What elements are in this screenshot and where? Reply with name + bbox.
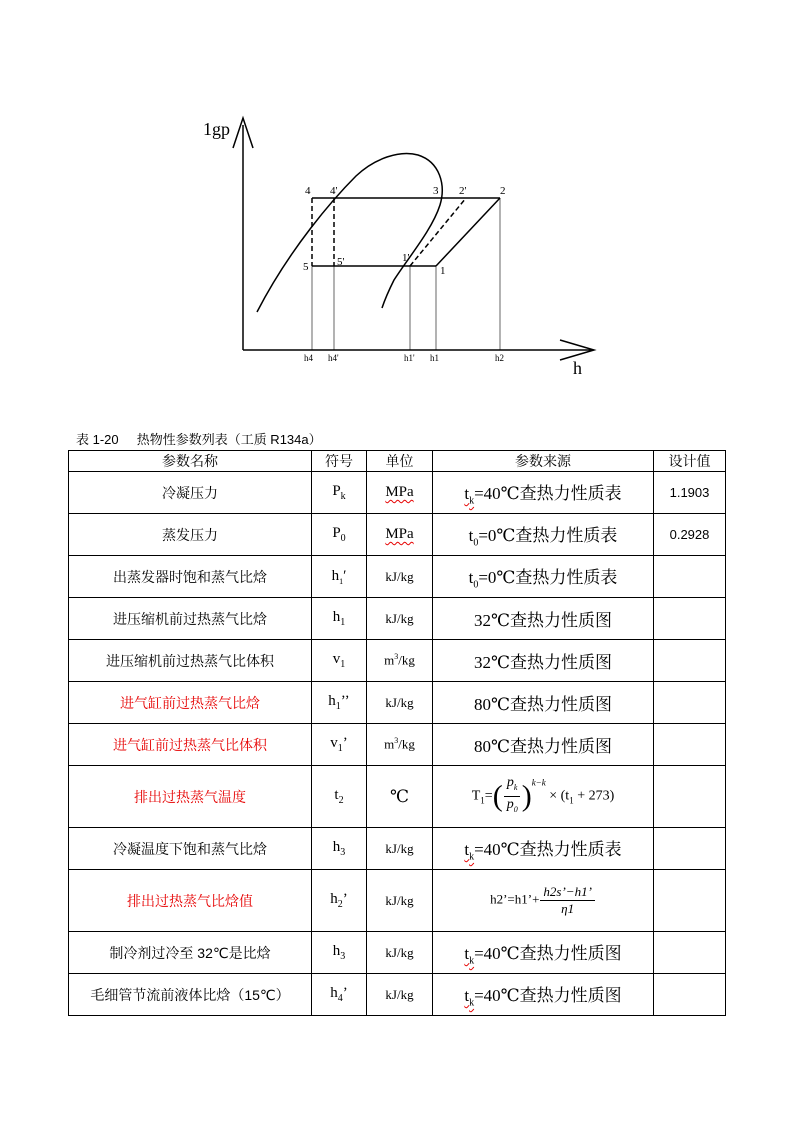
param-unit: kJ/kg xyxy=(367,556,433,598)
param-name: 进压缩机前过热蒸气比体积 xyxy=(69,640,312,682)
param-symbol: $P_0$ xyxy=(312,514,367,556)
param-symbol: $h_2$’ xyxy=(312,870,367,932)
param-symbol: $h_1$’’ xyxy=(312,682,367,724)
param-source: $t_k=40℃$查热力性质图 xyxy=(433,932,654,974)
x-axis-label: h xyxy=(573,358,582,378)
param-value xyxy=(654,598,726,640)
table-row xyxy=(69,932,726,974)
header-name: 参数名称 xyxy=(69,451,312,472)
table-row xyxy=(69,766,726,828)
table-row xyxy=(69,514,726,556)
param-value xyxy=(654,870,726,932)
param-unit: MPa xyxy=(367,472,433,514)
table-row xyxy=(69,472,726,514)
header-unit: 单位 xyxy=(367,451,433,472)
param-symbol: $P_k$ xyxy=(312,472,367,514)
y-axis-label: 1gp xyxy=(203,119,230,139)
table-header-row xyxy=(69,451,726,472)
point-label-2: 2 xyxy=(500,185,506,197)
param-unit: kJ/kg xyxy=(367,598,433,640)
h-tick-h1p: h1' xyxy=(404,353,415,363)
h-tick-h4: h4 xyxy=(304,353,313,363)
point-label-3: 3 xyxy=(433,185,439,197)
param-name: 蒸发压力 xyxy=(69,514,312,556)
param-symbol: $h_4$’ xyxy=(312,974,367,1016)
table-row xyxy=(69,682,726,724)
lgp-h-diagram xyxy=(0,0,793,420)
table-row xyxy=(69,870,726,932)
param-value xyxy=(654,974,726,1016)
param-value xyxy=(654,682,726,724)
param-value xyxy=(654,640,726,682)
point-label-4p: 4' xyxy=(330,185,338,197)
h-tick-h2: h2 xyxy=(495,353,504,363)
point-label-4: 4 xyxy=(305,185,311,197)
param-name: 冷凝压力 xyxy=(69,472,312,514)
param-unit: kJ/kg xyxy=(367,932,433,974)
param-unit: kJ/kg xyxy=(367,974,433,1016)
compression-line-dashed xyxy=(410,198,466,266)
param-name: 出蒸发器时饱和蒸气比焓 xyxy=(69,556,312,598)
formula-t1: $T_1=$( $\frac{p_k}{p_0}$ )$^{k-k} \times (t_1 + 273)$ xyxy=(471,775,615,814)
param-source: 80℃查热力性质图 xyxy=(433,724,654,766)
param-symbol: $v_1$’ xyxy=(312,724,367,766)
param-symbol: $t_2$ xyxy=(312,766,367,828)
table-caption: 表 1-20 热物性参数列表（工质 R134a） xyxy=(76,432,322,447)
point-label-2p: 2' xyxy=(459,185,467,197)
param-unit: kJ/kg xyxy=(367,682,433,724)
param-name: 排出过热蒸气温度 xyxy=(69,766,312,828)
param-name: 进气缸前过热蒸气比体积 xyxy=(69,724,312,766)
point-label-1: 1 xyxy=(440,265,446,277)
param-value xyxy=(654,932,726,974)
saturation-dome xyxy=(257,154,442,312)
param-name: 毛细管节流前液体比焓（15℃） xyxy=(69,974,312,1016)
table-row xyxy=(69,974,726,1016)
param-source: 80℃查热力性质图 xyxy=(433,682,654,724)
table-row xyxy=(69,640,726,682)
param-symbol: $h_1$ xyxy=(312,598,367,640)
param-name: 排出过热蒸气比焓值 xyxy=(69,870,312,932)
table-row xyxy=(69,828,726,870)
point-label-5p: 5' xyxy=(337,256,345,268)
param-value xyxy=(654,556,726,598)
header-symbol: 符号 xyxy=(312,451,367,472)
param-name: 进压缩机前过热蒸气比焓 xyxy=(69,598,312,640)
param-value: 0.2928 xyxy=(654,514,726,556)
param-name: 制冷剂过冷至 32℃是比焓 xyxy=(69,932,312,974)
formula-h2: h2’=h1’+ $\frac{h2s’-h1’}{\eta 1}$ xyxy=(490,884,596,917)
h-tick-h1: h1 xyxy=(430,353,439,363)
point-label-1p: 1' xyxy=(402,252,410,264)
param-value xyxy=(654,828,726,870)
param-unit: kJ/kg xyxy=(367,870,433,932)
param-source xyxy=(433,766,654,828)
header-source: 参数来源 xyxy=(433,451,654,472)
param-source: $t_k=40℃$查热力性质表 xyxy=(433,828,654,870)
thermo-parameter-table xyxy=(68,450,726,1016)
param-symbol: $h_3$ xyxy=(312,828,367,870)
h-drop-lines xyxy=(312,198,500,350)
param-source: $t_0=0℃$查热力性质表 xyxy=(433,556,654,598)
param-unit: $m^3/kg$ xyxy=(367,724,433,766)
param-symbol: $h_1'$ xyxy=(312,556,367,598)
param-source: $t_k=40℃$查热力性质表 xyxy=(433,472,654,514)
table-row xyxy=(69,724,726,766)
table-row xyxy=(69,556,726,598)
param-symbol: $h_3$ xyxy=(312,932,367,974)
param-source xyxy=(433,870,654,932)
param-name: 进气缸前过热蒸气比焓 xyxy=(69,682,312,724)
param-source: $t_k=40℃$查热力性质图 xyxy=(433,974,654,1016)
h-tick-h4p: h4' xyxy=(328,353,339,363)
param-source: 32℃查热力性质图 xyxy=(433,640,654,682)
param-value: 1.1903 xyxy=(654,472,726,514)
param-source: 32℃查热力性质图 xyxy=(433,598,654,640)
param-unit: ℃ xyxy=(367,766,433,828)
table-row xyxy=(69,598,726,640)
param-value xyxy=(654,724,726,766)
param-unit: MPa xyxy=(367,514,433,556)
point-label-5: 5 xyxy=(303,261,309,273)
header-value: 设计值 xyxy=(654,451,726,472)
compression-line xyxy=(436,198,500,266)
param-unit: $m^3/kg$ xyxy=(367,640,433,682)
param-name: 冷凝温度下饱和蒸气比焓 xyxy=(69,828,312,870)
param-value xyxy=(654,766,726,828)
param-symbol: $v_1$ xyxy=(312,640,367,682)
param-source: $t_0=0℃$查热力性质表 xyxy=(433,514,654,556)
param-unit: kJ/kg xyxy=(367,828,433,870)
